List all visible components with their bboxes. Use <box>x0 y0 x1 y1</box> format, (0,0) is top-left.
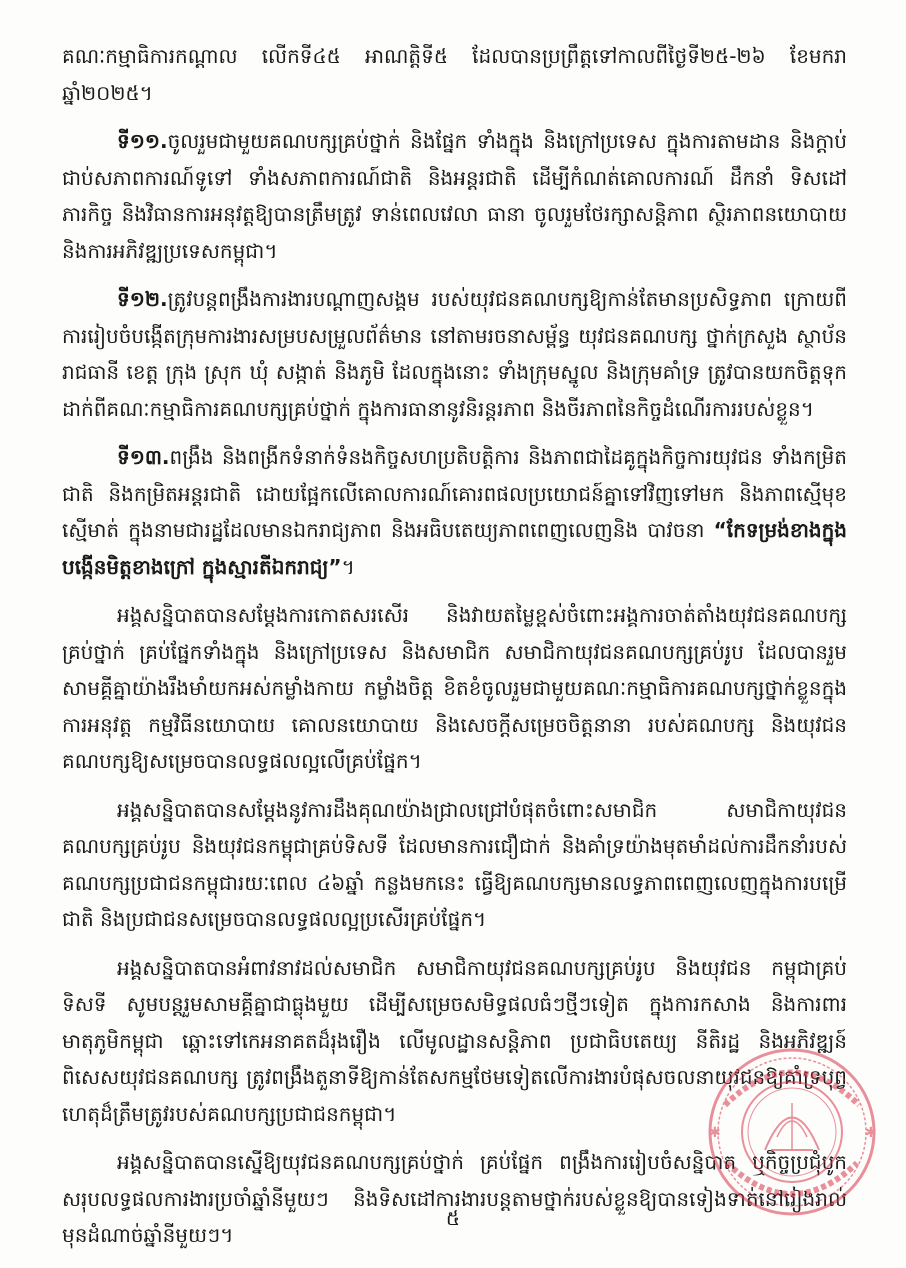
article-11-text: ចូលរួមជាមួយគណបក្សគ្រប់ថ្នាក់ និងផ្នែក ទាំងក្នុង និងក្រៅប្រទេស ក្នុងការតាមដាន និងក្តាប់ជាប់សភាពការណ៍ទូទៅ ទាំងសភាពការណ៍ជាតិ និងអន្តរជាតិ ដើម្បីកំណត់គោលការណ៍ ដឹកនាំ ទិសដៅភារកិច្ច និងវិធានការអនុវត្តឱ្យបានត្រឹមត្រូវ ទាន់ពេលវេលា ធានា ចូលរួមថែរក្សាសន្តិភាព ស្ថិរភាពនយោបាយ និងការអភិវឌ្ឍប្រទេសកម្ពុជា។ <box>62 129 847 263</box>
appeal-paragraph: អង្គសន្និបាតបានអំពាវនាវដល់សមាជិក សមាជិកាយុវជនគណបក្សគ្រប់រូប និងយុវជន កម្ពុជាគ្រប់ទិសទី សូមបន្តរួមសាមគ្គីគ្នាជាធ្លុងមួយ ដើម្បីសម្រេចសមិទ្ធផលធំៗថ្មីៗទៀត ក្នុងការកសាង និងការពារមាតុភូមិកម្ពុជា ឆ្ពោះទៅកេអនាគតដ៏រុងរឿង លើមូលដ្ឋានសន្តិភាព ប្រជាធិបតេយ្យ នីតិរដ្ឋ និងអភិវឌ្ឍន៍ ពិសេសយុវជនគណបក្ស ត្រូវពង្រឹងតួនាទីឱ្យកាន់តែសកម្មថែមទៀតលើការងារបំផុសចលនាយុវជនឱ្យគាំទ្របុព្វហេតុដ៏ត្រឹមត្រូវរបស់គណបក្សប្រជាជនកម្ពុជា។ <box>62 955 847 1126</box>
article-13-end: ។ <box>341 554 355 579</box>
request-paragraph: អង្គសន្និបាតបានស្នើឱ្យយុវជនគណបក្សគ្រប់ថ្នាក់ គ្រប់ផ្នែក ពង្រឹងការរៀបចំសន្និបាត ឬកិច្ចប្រជុំបូកសរុបលទ្ធផលការងារប្រចាំឆ្នាំនីមួយៗ និងទិសដៅការងារបន្តតាមថ្នាក់របស់ខ្លួនឱ្យបានទៀងទាត់នៅរៀងរាល់មុនដំណាច់ឆ្នាំនីមួយៗ។ <box>62 1150 847 1247</box>
article-11-number: ទី១១. <box>117 129 168 153</box>
article-12-text: ត្រូវបន្តពង្រឹងការងារបណ្ដាញសង្គម របស់យុវជនគណបក្សឱ្យកាន់តែមានប្រសិទ្ធភាព ក្រោយពីការរៀបចំបង្កើតក្រុមការងារសម្របសម្រួលព័ត៌មាន នៅតាមរចនាសម្ព័ន្ធ យុវជនគណបក្ស ថ្នាក់ក្រសួង ស្ថាប័ន រាជធានី ខេត្ត ក្រុង ស្រុក ឃុំ សង្កាត់ និងភូមិ ដែលក្នុងនោះ ទាំងក្រុមស្នូល និងក្រុមគាំទ្រ ត្រូវបានយកចិត្តទុកដាក់ពីគណៈកម្មាធិការគណបក្សគ្រប់ថ្នាក់ ក្នុងការធានានូវនិរន្តរភាព និងចីរភាពនៃកិច្ចដំណើរការរបស់ខ្លួន។ <box>62 287 847 421</box>
article-13-text: ពង្រឹង និងពង្រីកទំនាក់ទំនងកិច្ចសហប្រតិបត្តិការ និងភាពជាដៃគូក្នុងកិច្ចការយុវជន ទាំងកម្រិតជាតិ និងកម្រិតអន្តរជាតិ ដោយផ្អែកលើគោលការណ៍គោរពផលប្រយោជន៍គ្នាទៅវិញទៅមក និងភាពស្មើមុខស្មើមាត់ ក្នុងនាមជារដ្ឋដែលមានឯករាជ្យភាព និងអធិបតេយ្យភាពពេញលេញនិង បាវចនា <box>62 445 847 542</box>
gratitude-paragraph: អង្គសន្និបាតបានសម្តែងនូវការដឹងគុណយ៉ាងជ្រាលជ្រៅបំផុតចំពោះសមាជិក សមាជិកាយុវជនគណបក្សគ្រប់រូប និងយុវជនកម្ពុជាគ្រប់ទិសទី ដែលមានការជឿជាក់ និងគាំទ្រយ៉ាងមុតមាំដល់ការដឹកនាំរបស់គណបក្សប្រជាជនកម្ពុជារយៈពេល ៤៦ឆ្នាំ កន្លងមកនេះ ធ្វើឱ្យគណបក្សមានលទ្ធភាពពេញលេញក្នុងការបម្រើជាតិ និងប្រជាជនសម្រេចបានលទ្ធផលល្អប្រសើរគ្រប់ផ្នែក។ <box>62 797 847 931</box>
page-number: ៥ <box>445 1206 461 1230</box>
article-13 <box>62 439 847 585</box>
article-11 <box>62 123 847 269</box>
article-12-number: ទី១២. <box>117 287 168 311</box>
svg-text:✱: ✱ <box>865 1125 877 1141</box>
article-13-number: ទី១៣. <box>117 445 170 469</box>
svg-text:✱: ✱ <box>709 1125 721 1141</box>
praise-paragraph: អង្គសន្និបាតបានសម្តែងការកោតសរសើរ និងវាយតម្លៃខ្ពស់ចំពោះអង្គការចាត់តាំងយុវជនគណបក្សគ្រប់ថ្នាក់ គ្រប់ផ្នែកទាំងក្នុង និងក្រៅប្រទេស និងសមាជិក សមាជិកាយុវជនគណបក្សគ្រប់រូប ដែលបានរួមសាមគ្គីគ្នាយ៉ាងរឹងមាំយកអស់កម្លាំងកាយ កម្លាំងចិត្ត ខិតខំចូលរួមជាមួយគណៈកម្មាធិការគណបក្សថ្នាក់ខ្លួនក្នុងការអនុវត្ត កម្មវិធីនយោបាយ គោលនយោបាយ និងសេចក្តីសម្រេចចិត្តនានា របស់គណបក្ស និងយុវជនគណបក្សឱ្យសម្រេចបានលទ្ធផលល្អលើគ្រប់ផ្នែក។ <box>62 603 847 773</box>
official-seal-icon <box>705 1045 880 1220</box>
article-13-motto: “កែទម្រង់ខាងក្នុង បង្កើនមិត្តខាងក្រៅ ក្នុងស្មារតីឯករាជ្យ” <box>62 518 847 579</box>
article-12 <box>62 281 847 427</box>
intro-paragraph: គណៈកម្មាធិការកណ្តាល លើកទី៤៥ អាណត្តិទី៥ ដែលបានប្រព្រឹត្តទៅកាលពីថ្ងៃទី២៥-២៦ ខែមករា ឆ្នាំ២០២៥។ <box>62 44 847 105</box>
